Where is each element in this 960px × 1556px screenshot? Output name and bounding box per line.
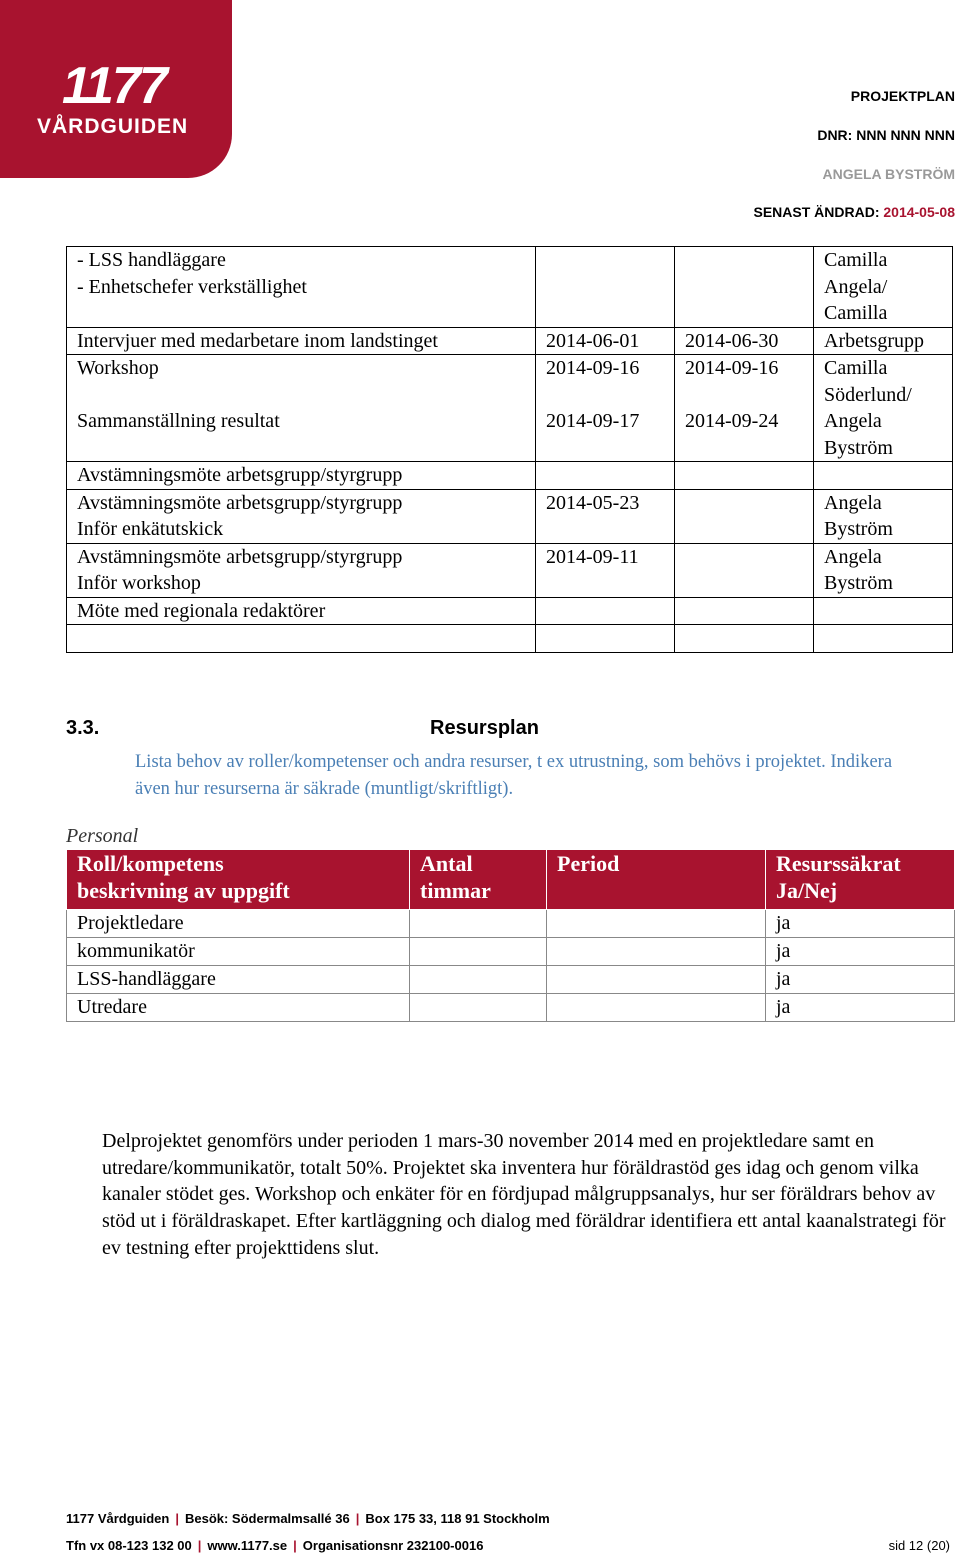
schedule-cell-c3	[675, 625, 814, 653]
personal-cell	[410, 994, 547, 1022]
logo-number: 1177	[62, 57, 166, 115]
personal-cell: kommunikatör	[67, 938, 410, 966]
schedule-cell-c4	[814, 489, 953, 543]
schedule-cell-c1	[67, 462, 536, 490]
schedule-cell-line: Angela	[824, 410, 882, 432]
personal-cell: Projektledare	[67, 910, 410, 938]
section-title: Resursplan	[430, 717, 539, 739]
schedule-cell-line	[77, 382, 525, 409]
schedule-cell-c4	[814, 327, 953, 355]
schedule-cell-line: Arbetsgrupp	[824, 329, 924, 352]
schedule-cell-line: Byström	[824, 518, 893, 540]
schedule-cell-line: Inför enkätutskick	[77, 518, 224, 540]
personal-header	[766, 850, 955, 910]
schedule-cell-line: 2014-09-11	[546, 545, 639, 568]
schedule-cell-line: Söderlund/	[824, 383, 912, 406]
schedule-cell-line: Avstämningsmöte arbetsgrupp/styrgrupp	[77, 545, 403, 568]
personal-cell	[547, 910, 766, 938]
schedule-cell-c1	[67, 543, 536, 597]
personal-cell	[547, 966, 766, 994]
personal-header-line: Ja/Nej	[776, 878, 838, 903]
schedule-cell-line	[546, 382, 664, 409]
schedule-cell-c2	[536, 597, 675, 625]
schedule-cell-line: Camilla	[824, 249, 888, 271]
footer-web-link[interactable]: www.1177.se	[207, 1538, 288, 1553]
section-number: 3.3.	[66, 717, 100, 739]
schedule-cell-c1	[67, 625, 536, 653]
schedule-row	[67, 625, 953, 653]
schedule-cell-line: Byström	[824, 572, 893, 594]
personal-cell	[547, 938, 766, 966]
personal-header-line: beskrivning av uppgift	[77, 878, 290, 903]
personal-header	[547, 850, 766, 910]
footer-box: Box 175 33, 118 91 Stockholm	[365, 1511, 550, 1526]
personal-header	[410, 850, 547, 910]
schedule-cell-line	[685, 382, 803, 409]
dnr-value: NNN NNN NNN	[856, 127, 955, 143]
section-description: Lista behov av roller/kompetenser och andra resurser, t ex utrustning, som behövs i projektet. Indikera även hur resurserna är säkrade (muntligt/skriftligt).	[135, 752, 893, 799]
schedule-cell-line: Möte med regionala redaktörer	[77, 599, 326, 622]
schedule-cell-c3	[675, 543, 814, 597]
schedule-cell-line: 2014-09-16	[546, 357, 640, 379]
schedule-cell-c1	[67, 355, 536, 462]
schedule-cell-c3	[675, 355, 814, 462]
schedule-table	[66, 246, 953, 653]
schedule-cell-line: 2014-09-24	[685, 410, 779, 432]
schedule-cell-c3	[675, 462, 814, 490]
schedule-cell-c3	[675, 247, 814, 328]
footer-line-2: Tfn vx 08-123 132 00 | www.1177.se | Organisationsnr 232100-0016	[66, 1538, 484, 1553]
personal-cell: ja	[766, 910, 955, 938]
dnr	[817, 127, 955, 143]
doc-type: PROJEKTPLAN	[850, 88, 955, 104]
schedule-cell-line: Workshop	[77, 357, 159, 379]
schedule-cell-c2	[536, 625, 675, 653]
schedule-cell-c3	[675, 489, 814, 543]
personal-header-line: Resurssäkrat	[776, 851, 901, 876]
schedule-cell-line: 2014-06-30	[685, 329, 779, 352]
personal-cell: Utredare	[67, 994, 410, 1022]
schedule-row	[67, 327, 953, 355]
personal-cell	[410, 938, 547, 966]
author: ANGELA BYSTRÖM	[822, 166, 955, 182]
schedule-cell-c4	[814, 247, 953, 328]
personal-row	[67, 938, 955, 966]
personal-row	[67, 994, 955, 1022]
footer-line-1: 1177 Vårdguiden | Besök: Södermalmsallé 36 | Box 175 33, 118 91 Stockholm	[66, 1511, 550, 1526]
schedule-cell-c3	[675, 327, 814, 355]
page-number: sid 12 (20)	[888, 1538, 950, 1553]
schedule-cell-line: - Enhetschefer verkställighet	[77, 275, 307, 298]
schedule-cell-c1	[67, 247, 536, 328]
personal-header	[67, 850, 410, 910]
personal-header-line: Roll/kompetens	[77, 851, 224, 876]
schedule-cell-line: Camilla	[824, 357, 888, 379]
schedule-cell-c2	[536, 355, 675, 462]
personal-row	[67, 966, 955, 994]
logo-1177-vardguiden	[0, 0, 232, 178]
schedule-cell-line: Intervjuer med medarbetare inom landstinget	[77, 329, 438, 352]
schedule-cell-c1	[67, 597, 536, 625]
schedule-cell-line: Avstämningsmöte arbetsgrupp/styrgrupp	[77, 491, 403, 514]
schedule-cell-line: Inför workshop	[77, 572, 201, 594]
schedule-cell-c2	[536, 543, 675, 597]
dnr-label: DNR:	[817, 127, 853, 143]
schedule-cell-line: 2014-06-01	[546, 329, 640, 352]
schedule-cell-c4	[814, 462, 953, 490]
schedule-cell-c2	[536, 489, 675, 543]
schedule-cell-c4	[814, 355, 953, 462]
schedule-cell-line: Camilla	[824, 302, 888, 324]
schedule-cell-line: Angela	[824, 491, 882, 514]
schedule-cell-c2	[536, 462, 675, 490]
footer-visit: Besök: Södermalmsallé 36	[184, 1511, 350, 1526]
schedule-cell-line: Angela/	[824, 275, 888, 298]
schedule-cell-c4	[814, 543, 953, 597]
schedule-cell-line: 2014-09-17	[546, 410, 640, 432]
schedule-cell-c3	[675, 597, 814, 625]
schedule-row	[67, 247, 953, 328]
footer-org: 1177 Vårdguiden	[66, 1511, 170, 1526]
schedule-cell-c1	[67, 327, 536, 355]
personal-header-line: Period	[557, 851, 620, 876]
personal-header-line: timmar	[420, 878, 491, 903]
personal-cell	[547, 994, 766, 1022]
personal-cell	[410, 966, 547, 994]
personal-cell: ja	[766, 938, 955, 966]
personal-cell: LSS-handläggare	[67, 966, 410, 994]
last-changed	[753, 204, 955, 220]
schedule-row	[67, 489, 953, 543]
footer-orgnr: Organisationsnr 232100-0016	[302, 1538, 484, 1553]
personal-header-line: Antal	[420, 851, 473, 876]
schedule-row	[67, 597, 953, 625]
schedule-cell-c1	[67, 489, 536, 543]
schedule-row	[67, 462, 953, 490]
schedule-cell-line: 2014-05-23	[546, 491, 640, 514]
changed-label: SENAST ÄNDRAD:	[753, 204, 880, 220]
schedule-cell-c2	[536, 327, 675, 355]
schedule-cell-line: Byström	[824, 436, 893, 459]
body-paragraph: Delprojektet genomförs under perioden 1 mars-30 november 2014 med en projektledare samt en utredare/kommunikatör, totalt 50%. Projektet ska inventera hur föräldrastöd ges idag och genom vilka kanaler stödet ges. Workshop och enkäter för en fördjupad målgruppsanalys, hur ser föräldrars behov av stöd ut i föräldraskapet. Efter kartläggning och dialog med föräldrar identifiera ett antal kaanalstrategi för ev testning efter projekttidens slut.	[102, 1130, 946, 1259]
personal-row	[67, 910, 955, 938]
personal-cell: ja	[766, 994, 955, 1022]
personal-table	[66, 849, 955, 1022]
schedule-cell-c4	[814, 597, 953, 625]
schedule-cell-line: Angela	[824, 545, 882, 568]
schedule-cell-line: Avstämningsmöte arbetsgrupp/styrgrupp	[77, 464, 403, 486]
changed-value: 2014-05-08	[883, 204, 955, 220]
footer-phone: Tfn vx 08-123 132 00	[66, 1538, 192, 1553]
schedule-cell-line: 2014-09-16	[685, 357, 779, 379]
logo-name: VÅRDGUIDEN	[37, 115, 189, 138]
personal-cell	[410, 910, 547, 938]
personal-label: Personal	[66, 825, 139, 847]
schedule-cell-c4	[814, 625, 953, 653]
personal-cell: ja	[766, 966, 955, 994]
schedule-cell-line: - LSS handläggare	[77, 249, 226, 271]
schedule-row	[67, 355, 953, 462]
schedule-cell-c2	[536, 247, 675, 328]
schedule-row	[67, 543, 953, 597]
schedule-cell-line: Sammanställning resultat	[77, 410, 280, 432]
